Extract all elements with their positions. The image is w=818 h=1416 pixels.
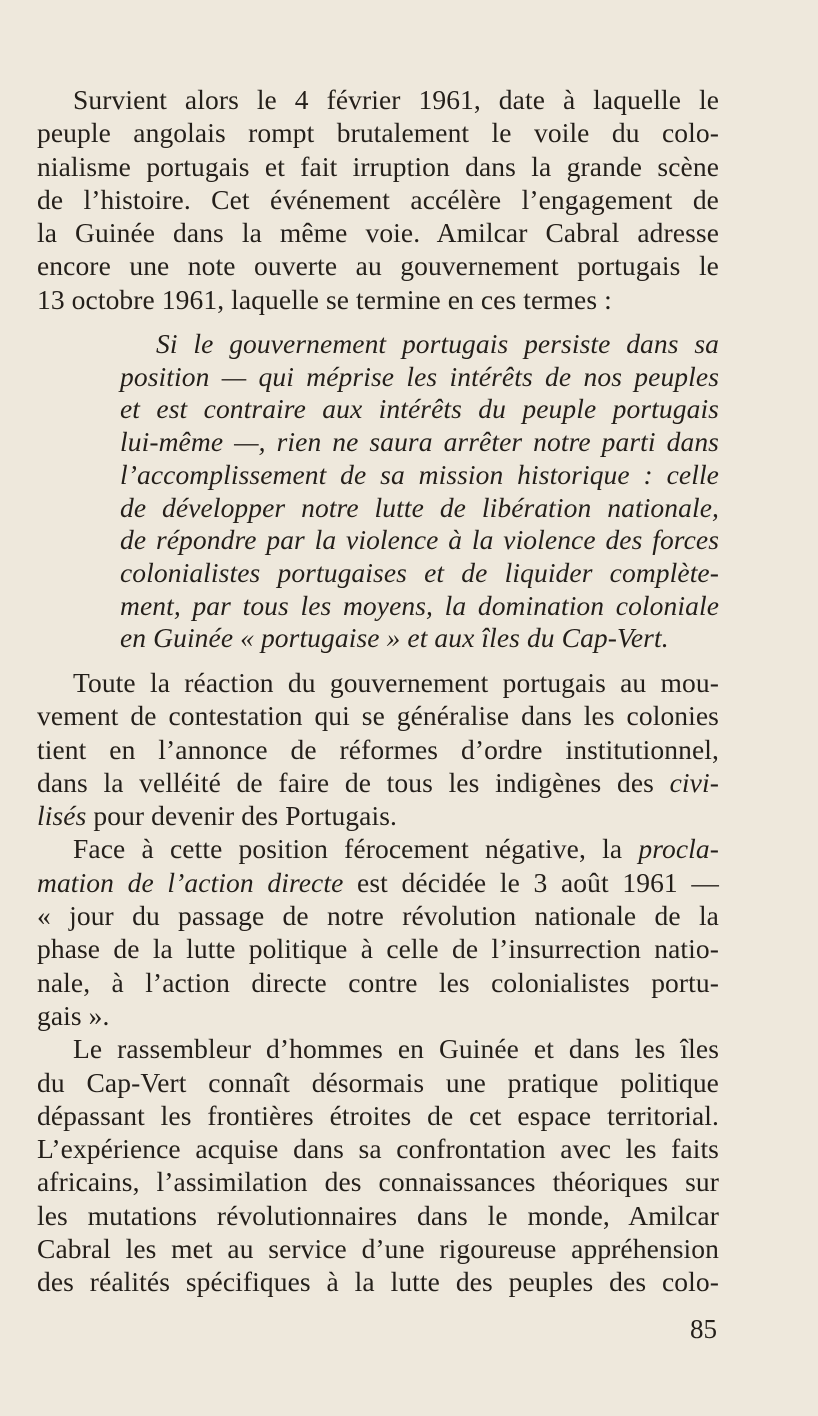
text-line: de l’histoire. Cet événement accélère l’engagement de [37, 183, 719, 215]
text-line: Survient alors le 4 février 1961, date à laquelle le [73, 84, 719, 115]
text-line: Toute la réaction du gouvernement portugais au mou- [73, 666, 719, 698]
text-line: tient en l’annonce de réformes d’ordre institutionnel, [37, 733, 719, 765]
paragraph-4 [37, 1032, 719, 1298]
italic-run: lisés [37, 800, 87, 832]
text-line: dépassant les frontières étroites de cet espace territorial. [37, 1099, 719, 1131]
quote-line: en Guinée « portugaise » et aux îles du Cap-Vert. [120, 622, 669, 654]
block-quote [120, 328, 719, 655]
quote-line: l’accomplissement de sa mission historique : celle [120, 458, 719, 490]
quote-line: ment, par tous les moyens, la domination coloniale [120, 589, 719, 621]
text-line: peuple angolais rompt brutalement le voile du colo- [37, 117, 719, 149]
quote-line: colonialistes portugaises et de liquider complète- [120, 556, 719, 588]
text-run: Face à cette position férocement négative, la [73, 833, 623, 865]
text-line: vement de contestation qui se généralise dans les colonies [37, 700, 719, 732]
text-line: des réalités spécifiques à la lutte des peuples des colo- [37, 1266, 719, 1298]
body-text [37, 83, 719, 1299]
italic-run: civi- [669, 766, 719, 798]
text-run: dans la velléité de faire de tous les indigènes des [37, 766, 654, 798]
text-line: phase de la lutte politique à celle de l’insurrection natio- [37, 933, 719, 965]
text-line: L’expérience acquise dans sa confrontation avec les faits [37, 1133, 719, 1165]
quote-line: Si le gouvernement portugais persiste dans sa [156, 328, 719, 360]
text-line [37, 866, 719, 899]
text-line: nialisme portugais et fait irruption dans la grande scène [37, 150, 719, 182]
text-run: pour devenir des Portugais. [86, 800, 397, 832]
quote-line: position — qui méprise les intérêts de nos peuples [120, 360, 719, 392]
quote-line: de répondre par la violence à la violence des forces [120, 524, 719, 556]
text-line: les mutations révolutionnaires dans le monde, Amilcar [37, 1199, 719, 1231]
quote-line: lui-même —, rien ne saura arrêter notre parti dans [120, 426, 719, 458]
text-line: la Guinée dans la même voie. Amilcar Cabral adresse [37, 217, 719, 249]
italic-run: procla- [638, 833, 719, 865]
page-number: 85 [690, 1314, 717, 1344]
quote-line: de développer notre lutte de libération nationale, [120, 491, 719, 523]
text-line [37, 832, 719, 865]
text-line: 13 octobre 1961, laquelle se termine en ces termes : [37, 283, 612, 315]
text-line: encore une note ouverte au gouvernement portugais le [37, 250, 719, 282]
text-line: Le rassembleur d’hommes en Guinée et dans les îles [73, 1033, 719, 1065]
italic-run: mation de l’action directe [37, 866, 344, 898]
text-line: Cabral les met au service d’une rigoureuse appréhension [37, 1233, 719, 1264]
text-line: africains, l’assimilation des connaissances théoriques sur [37, 1166, 719, 1198]
text-line [37, 766, 719, 799]
paragraph-1 [37, 83, 719, 316]
text-line: « jour du passage de notre révolution nationale de la [37, 900, 719, 932]
text-line [37, 799, 719, 832]
quote-line: et est contraire aux intérêts du peuple portugais [120, 393, 719, 425]
text-line: gais ». [37, 999, 110, 1031]
paragraph-2 [37, 666, 719, 832]
paragraph-3 [37, 832, 719, 1032]
text-run: est décidée le 3 août 1961 — [343, 866, 720, 898]
text-line: du Cap-Vert connaît désormais une pratique politique [37, 1066, 719, 1098]
text-line: nale, à l’action directe contre les colonialistes portu- [37, 966, 719, 998]
